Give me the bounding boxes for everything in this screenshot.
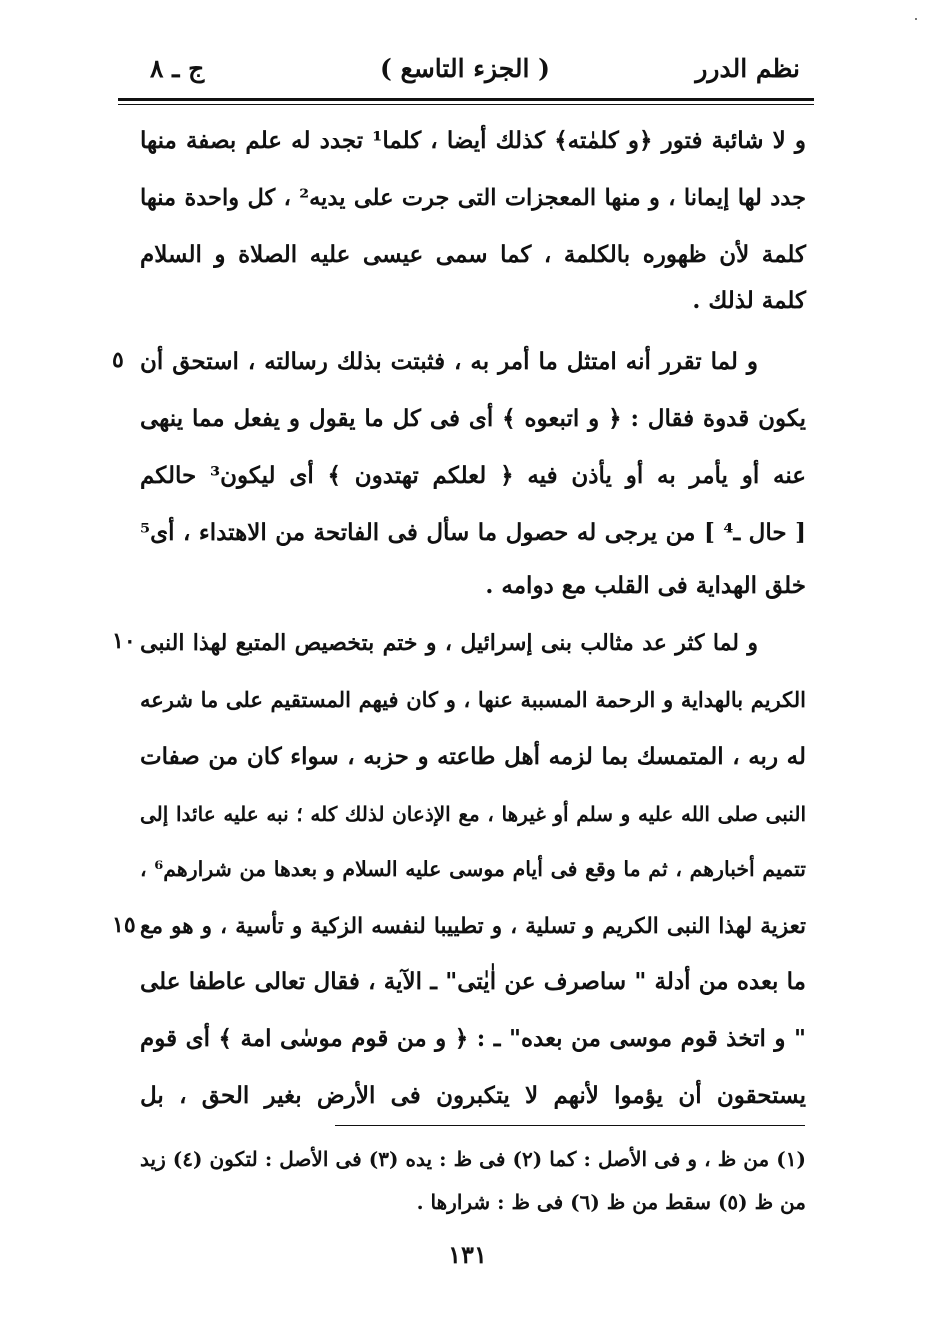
footnote-rule — [335, 1125, 805, 1126]
text-line: كلمة لذلك . — [692, 287, 806, 314]
book-title: نظم الدرر — [695, 54, 800, 83]
footnote-line: (١) من ظ ، و فى الأصل : كما (٢) فى ظ : يده (٣) فى الأصل : لتكون (٤) زيد — [140, 1147, 806, 1171]
text-line: يستحقون أن يؤموا لأنهم لا يتكبرون فى الأرض بغير الحق ، بل — [140, 1082, 806, 1109]
part-title: ( الجزء التاسع ) — [380, 54, 550, 83]
header-rule-thick — [118, 98, 814, 101]
text-line: و لما تقرر أنه امتثل ما أمر به ، فثبتت بذلك رسالته ، استحق أن — [140, 348, 758, 375]
text-line: " و اتخذ قوم موسى من بعده" ـ : ﴿ و من قوم موسٰى امة ﴾ أى قوم — [140, 1025, 806, 1052]
line-number: ٥ — [112, 347, 124, 373]
text-line: [ حال ـ⁴ ] من يرجى له حصول ما سأل فى الفاتحة من الاهتداء ، أى⁵ — [140, 519, 806, 546]
line-number: ١٥ — [112, 912, 136, 938]
text-line: خلق الهداية فى القلب مع دوامه . — [485, 572, 806, 599]
running-header — [120, 48, 810, 88]
line-number: ١٠ — [112, 628, 136, 654]
text-line: ما بعده من أدلة " ساصرف عن اٰيٰتى" ـ الآية ، فقال تعالى عاطفا على — [140, 968, 806, 995]
volume-label: ج ـ ٨ — [150, 54, 205, 83]
text-line: و لما كثر عد مثالب بنى إسرائيل ، و ختم بتخصيص المتبع لهذا النبى — [140, 630, 758, 656]
page-number: ١٣١ — [448, 1240, 487, 1269]
text-line: تعزية لهذا النبى الكريم و تسلية ، و تطييبا لنفسه الزكية و تأسية ، و هو مع — [140, 914, 806, 939]
text-line: جدد لها إيمانا ، و منها المعجزات التى جرت على يديه² ، كل واحدة منها — [140, 185, 806, 211]
scan-speck — [915, 18, 917, 20]
text-line: يكون قدوة فقال : ﴿ و اتبعوه ﴾ أى فى كل ما يقول و يفعل مما ينهى — [140, 405, 806, 432]
footnote-line: من ظ (٥) سقط من ظ (٦) فى ظ : شرارها . — [416, 1190, 806, 1214]
text-line: تتميم أخبارهم ، ثم ما وقع فى أيام موسى عليه السلام و بعدها من شرارهم⁶ ، — [140, 857, 806, 881]
text-line: الكريم بالهداية و الرحمة المسببة عنها ، و كان فيهم المستقيم على ما شرعه — [140, 687, 806, 712]
text-line: و لا شائبة فتور ﴿و كلمٰته﴾ كذلك أيضا ، كلما¹ تجدد له علم بصفة منها — [140, 127, 807, 154]
text-line: النبى صلى الله عليه و سلم أو غيرها ، مع الإذعان لذلك كله ؛ نبه عليه عائدا إلى — [140, 802, 806, 826]
text-line: له ربه ، المتمسك بما لزمه أهل طاعته و حزبه ، سواء كان من صفات — [140, 743, 806, 770]
text-line: عنه أو يأمر به أو يأذن فيه ﴿ لعلكم تهتدون ﴾ أى ليكون³ حالكم — [140, 462, 807, 489]
text-line: كلمة لأن ظهوره بالكلمة ، كما سمى عيسى عليه الصلاة و السلام — [140, 241, 806, 268]
header-rule-thin — [118, 104, 814, 105]
